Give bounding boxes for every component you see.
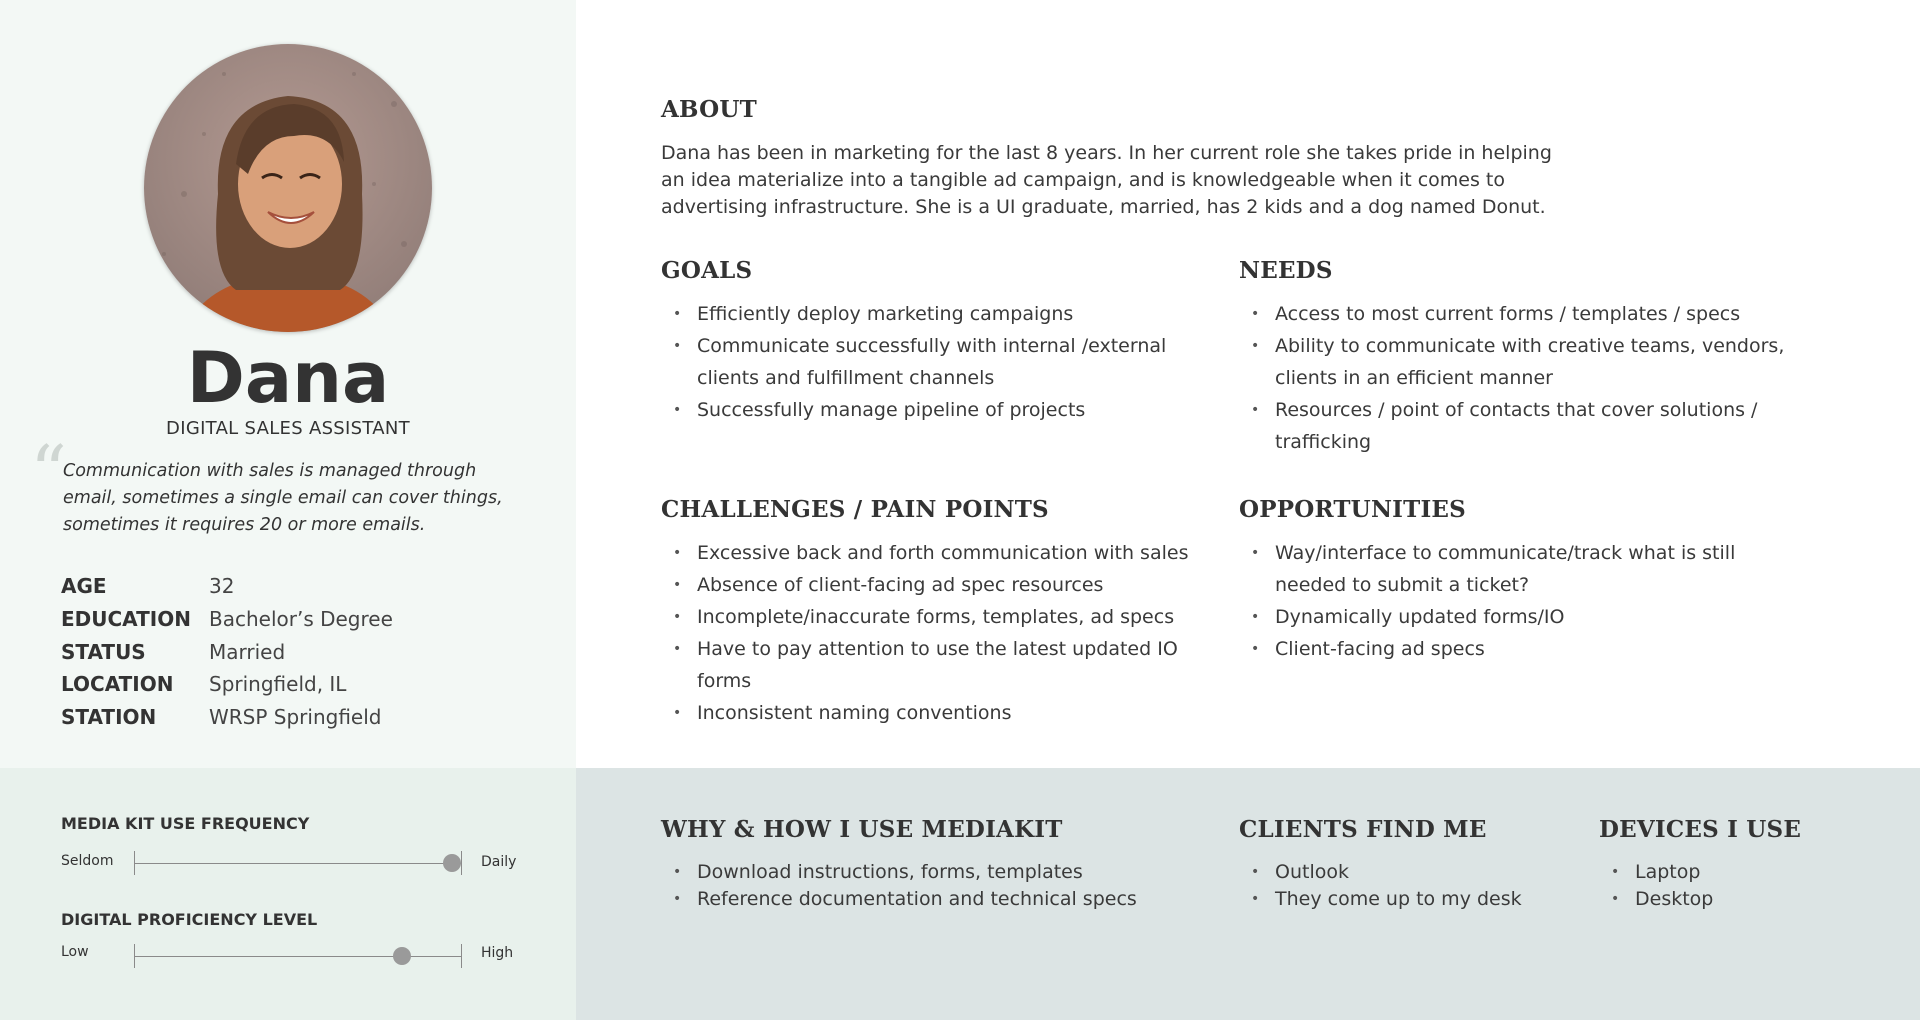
challenges-list [661,537,1196,729]
opportunities-heading: OPPORTUNITIES [1239,496,1466,523]
clients-find-list [1239,859,1579,913]
list-item: • Have to pay attention to use the latest updated IO forms [661,633,1196,697]
about-text: Dana has been in marketing for the last 8 years. In her current role she takes pride in helping an idea materialize into a tangible ad campaign, and is knowledgeable when it comes to advertising infrastructure. She is a UI graduate, married, has 2 kids and a dog named Donut. [661,142,1552,218]
why-how-heading: WHY & HOW I USE MEDIAKIT [661,816,1063,843]
stat-row-age [61,574,541,607]
stat-value: Springfield, IL [209,672,347,696]
scale-title-proficiency: DIGITAL PROFICIENCY LEVEL [61,910,318,929]
list-item: • Absence of client-facing ad spec resources [661,569,1196,601]
scale-track [134,863,462,864]
list-item: • Successfully manage pipeline of projects [661,394,1191,426]
scale-knob-proficiency [393,947,411,965]
scale-end-tick [461,944,462,968]
list-item: • Outlook [1239,859,1579,886]
why-how-list [661,859,1221,913]
scale-low-label: Low [61,944,89,960]
list-item: • Dynamically updated forms/IO [1239,601,1759,633]
persona-name: Dana [186,337,390,419]
stat-value: WRSP Springfield [209,705,382,729]
avatar [144,44,432,332]
stat-label: AGE [61,574,107,598]
scales-panel [0,768,576,1020]
list-item: • Communicate successfully with internal /external clients and fulfillment channels [661,330,1191,394]
list-item: • Desktop [1599,886,1899,913]
scale-high-label: High [481,945,514,961]
quote-mark-icon: “ [30,430,67,514]
scale-low-label: Seldom [61,853,114,869]
stat-row-station [61,705,541,738]
about-heading: ABOUT [661,96,757,123]
clients-find-heading: CLIENTS FIND ME [1239,816,1487,843]
list-item: • Laptop [1599,859,1899,886]
stat-label: LOCATION [61,672,174,696]
stat-value: Bachelor’s Degree [209,607,393,631]
goals-list [661,298,1191,426]
list-item: • Ability to communicate with creative teams, vendors, clients in an efficient manner [1239,330,1799,394]
stat-row-status [61,640,541,673]
list-item: • Access to most current forms / templates / specs [1239,298,1799,330]
stat-label: STATION [61,705,157,729]
stat-label: STATUS [61,640,146,664]
goals-heading: GOALS [661,257,753,284]
list-item: • Resources / point of contacts that cover solutions / trafficking [1239,394,1799,458]
list-item: • They come up to my desk [1239,886,1579,913]
scale-high-label: Daily [481,854,517,870]
stat-row-location [61,672,541,705]
needs-heading: NEEDS [1239,257,1333,284]
devices-heading: DEVICES I USE [1599,816,1802,843]
list-item: • Inconsistent naming conventions [661,697,1196,729]
opportunities-list [1239,537,1759,665]
list-item: • Efficiently deploy marketing campaigns [661,298,1191,330]
stat-row-education [61,607,541,640]
devices-list [1599,859,1899,913]
list-item: • Download instructions, forms, templates [661,859,1221,886]
list-item: • Excessive back and forth communication with sales [661,537,1196,569]
challenges-heading: CHALLENGES / PAIN POINTS [661,496,1049,523]
scale-end-tick [461,851,462,875]
stat-label: EDUCATION [61,607,191,631]
persona-role: DIGITAL SALES ASSISTANT [166,418,410,439]
stat-value: Married [209,640,286,664]
scale-knob-frequency [443,854,461,872]
persona-quote: Communication with sales is managed through email, sometimes a single email can cover things, sometimes it requires 20 or more emails. [63,461,503,535]
stat-value: 32 [209,574,235,598]
list-item: • Incomplete/inaccurate forms, templates, ad specs [661,601,1196,633]
list-item: • Client-facing ad specs [1239,633,1759,665]
list-item: • Reference documentation and technical specs [661,886,1221,913]
scale-title-frequency: MEDIA KIT USE FREQUENCY [61,814,310,833]
scale-track [134,956,462,957]
needs-list [1239,298,1799,458]
list-item: • Way/interface to communicate/track what is still needed to submit a ticket? [1239,537,1759,601]
